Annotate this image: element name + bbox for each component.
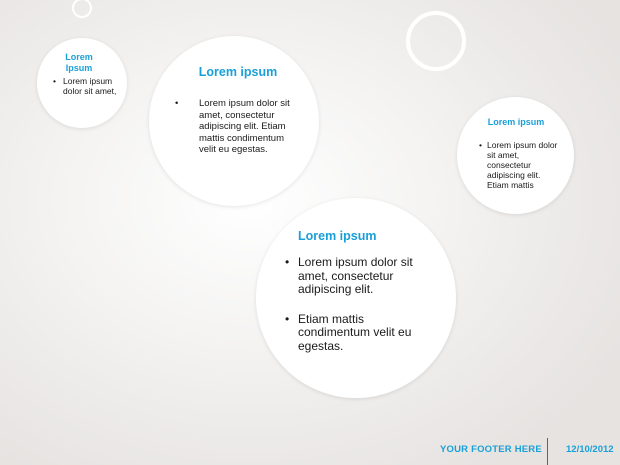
bullet-list	[173, 98, 303, 156]
bubble-right	[457, 97, 574, 214]
bubble-top-left	[37, 38, 127, 128]
bubble-content	[284, 228, 430, 369]
bubble-title: Lorem Ipsum	[65, 52, 93, 73]
bubble-title: Lorem ipsum	[487, 117, 545, 127]
footer-divider	[547, 438, 548, 465]
bullet-item: • Lorem ipsum dolor sit amet,	[51, 76, 117, 96]
footer-text: YOUR FOOTER HERE	[440, 444, 542, 455]
bubble-content	[51, 52, 117, 96]
bullet-item: • Lorem ipsum dolor sit amet, consectetur adipiscing elit. Etiam mattis condimentum velit eu egestas.	[173, 98, 303, 156]
bullet-item: • Lorem ipsum dolor sit amet, consectetur adipiscing elit.	[284, 256, 430, 297]
footer-date: 12/10/2012	[566, 444, 614, 455]
bullet-list	[284, 256, 430, 353]
bullet-list	[479, 140, 563, 190]
bubble-title: Lorem ipsum	[198, 65, 278, 79]
decorative-ring-large	[406, 11, 466, 71]
bubble-content	[479, 116, 563, 190]
bullet-list	[51, 76, 117, 96]
bubble-top-center	[149, 36, 319, 206]
bullet-item: • Etiam mattis condimentum velit eu egestas.	[284, 313, 430, 354]
bubble-title: Lorem ipsum	[298, 229, 377, 243]
bubble-content	[173, 64, 303, 156]
bubble-center	[256, 198, 456, 398]
bullet-item: • Lorem ipsum dolor sit amet, consectetur adipiscing elit. Etiam mattis	[479, 140, 563, 190]
decorative-ring-small	[72, 0, 92, 18]
